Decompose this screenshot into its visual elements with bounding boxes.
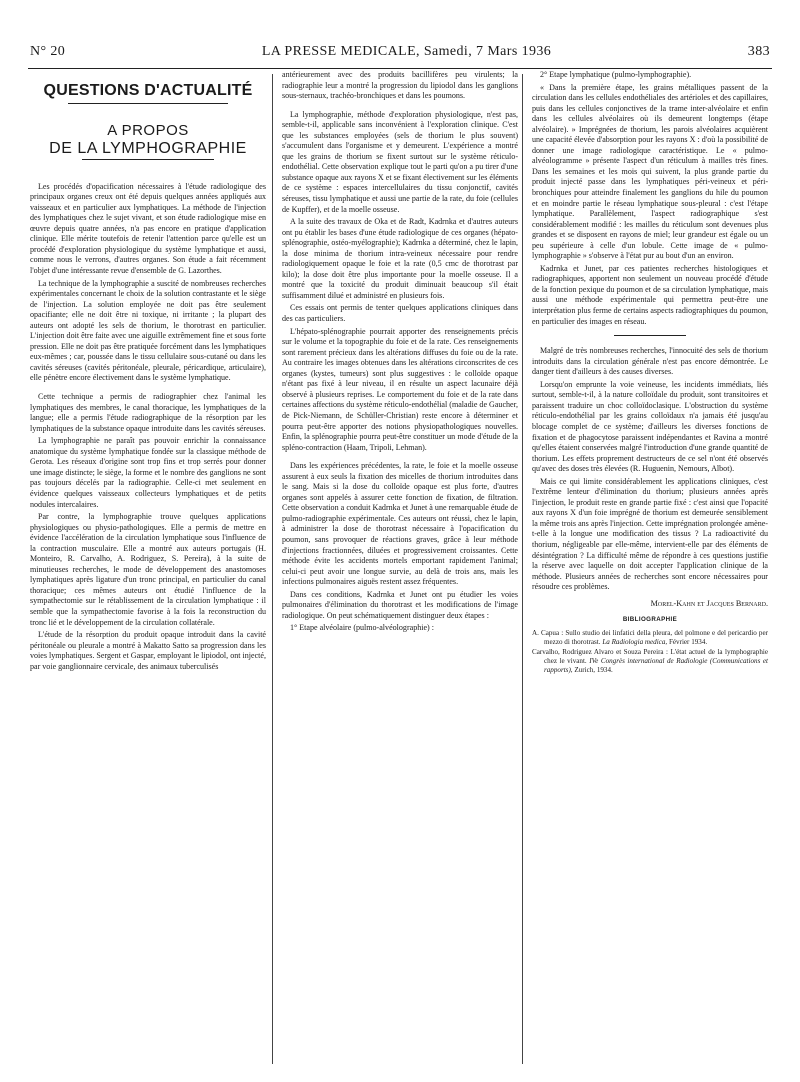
paragraph: Cette technique a permis de radiographier chez l'animal les lymphatiques des membres, le canal thoracique, les lymphatiques de la langue; elle a permis l'étude radiographique de la résorption par les lymphatiques de la substance opaque introduite dans les cavités séreuses. <box>30 392 266 433</box>
bibliography-authors: Carvalho, Rodriguez Alvaro et Souza Pereira : <box>532 648 669 657</box>
bibliography-source: IVe Congrès international de Radiologie (Communications et rapports), <box>544 656 769 674</box>
issue-number: N° 20 <box>30 44 66 59</box>
article-rule <box>82 159 214 160</box>
bibliography-text: Sullo studio dei linfatici della pleura, del polmone e del pericardio per mezzo di thorotrast. <box>544 628 768 646</box>
paragraph: La lymphographie ne paraît pas pouvoir enrichir la connaissance anatomique du système lymphatique fondée sur la classique méthode de Gerota. Les réseaux d'origine sont trop fins et trop serrés pour donner une image distincte; le siège, la forme et le nombre des ganglions ne sont pas toujours décelés par la radiographie. Celle-ci met seulement en évidence quelques vaisseaux collecteurs lymphatiques et de petits nodules intercalaires. <box>30 436 266 509</box>
section-divider <box>614 335 686 336</box>
header-rule <box>28 68 772 69</box>
paragraph: Mais ce qui limite considérablement les applications cliniques, c'est l'extrême lenteur d'élimination du thorium; plusieurs années après l'injection, le produit reste en grande partie fixé : c'est ainsi que l'opacité aux rayons X d'un foie imprégné de thorium est demeurée sensiblement la même trois ans après l'injection. Cette imprégnation prolongée amène-t-elle à la longue une modification des tissus ? La radioactivité du thorium, négligeable par elle-même, intervient-elle par des éléments de désintégration ? La difficulté même de répondre à ces questions justifie la réserve avec laquelle on doit accepter l'application clinique de la méthode. Plusieurs années de recherches sont encore nécessaires pour résoudre ces problèmes. <box>532 476 768 592</box>
paragraph: « Dans la première étape, les grains métalliques passent de la circulation dans les cellules endothéliales des artérioles et des capillaires, puis dans les cellules conjonctives de la trame inter-alvéolaire et enfin dans les cellules alvéolaires où ils demeurent longtemps (étape alvéolaire). » Imprégnées de thorium, les parois alvéolaires acquièrent une capacité élevée d'absorption pour les rayons X : d'où la possibilité de donner une image radiologique caractéristique. Le « pulmo-alvéologramme » présente l'aspect d'un réticulum à mailles très fines. Dans les semaines et les mois qui suivent, la plus grande partie du produit injecté passe dans les lymphatiques péri-veineux et péri-bronchiques pour atteindre finalement les ganglions du hile du poumon et en moindre partie le réseau lymphatique sous-pleural : c'est l'étape lymphatique. Parallèlement, l'aspect radiographique s'est considérablement modifié : les mailles du réticulum sont devenues plus grandes et se disposent en rayons de miel; leur grandeur est égale ou un peu supérieure à celle d'un lobule. Cette image de « pulmo-lymphographie » s'observe à l'état pur au bout d'un an environ. <box>532 82 768 261</box>
paragraph: Malgré de très nombreuses recherches, l'innocuité des sels de thorium introduits dans la circulation générale n'est pas encore démontrée. Le danger tient d'ailleurs à des causes diverses. <box>532 346 768 377</box>
column-separator <box>272 74 273 1064</box>
paragraph: A la suite des travaux de Oka et de Radt, Kadrnka et d'autres auteurs ont pu établir les bases d'une étude radiologique de ces organes (hépato-splénographie, ostéo-myélographie); Kadrnka a déterminé, chez le lapin, la dose minima de thorium intra-veineux nécessaire pour rendre radiologiquement opaque le foie et la rate (0,5 cmc de thorotrast par kilo); la dose doit être plus importante pour la moelle osseuse. Il a montré que la toxicité du produit diminuait beaucoup s'il était suffisamment dilué et administré en plusieurs fois. <box>282 217 518 300</box>
author-signature: Morel-Kahn et Jacques Bernard. <box>650 598 768 608</box>
paragraph: 2° Etape lymphatique (pulmo-lymphographie). <box>540 70 692 79</box>
column-separator <box>522 74 523 1064</box>
paragraph: Kadrnka et Junet, par ces patientes recherches histologiques et radiographiques, apportent non seulement un nouveau procédé d'étude de la fonction pexique du poumon et de sa circulation lymphatique, mais aussi une méthode expérimentale qui permettra peut-être une interprétation plus ferme de certains aspects radiographiques du poumon, en particulier des images en réseau. <box>532 263 768 326</box>
section-title: QUESTIONS D'ACTUALITÉ <box>43 82 253 99</box>
bibliography-authors: A. Capua : <box>532 628 564 637</box>
paragraph: L'étude de la résorption du produit opaque introduit dans la cavité péritonéale ou pleurale a montré à Makatto Satto sa progression dans les voies lymphatiques. Sergent et Gaspar, employant le lipiodol, ont injecté, par voie ganglionnaire cervicale, des animaux tuberculisés <box>30 630 266 671</box>
article-title: DE LA LYMPHOGRAPHIE <box>49 140 247 158</box>
bibliography-entry <box>532 629 768 646</box>
running-head <box>30 44 770 68</box>
paragraph: La technique de la lymphographie a suscité de nombreuses recherches expérimentales concernant le choix de la solution contrastante et le siège de l'injection. La solution employée ne doit pas être seulement opacifiante; elle ne doit être ni toxique, ni irritante ; la plupart des auteurs ont adopté les sels de thorium, le thorotrast en particulier. L'injection doit être faite avec une aiguille extrêmement fine et sous forte pression. Elle ne doit pas être pratiquée forcément dans les lymphatiques eux-mêmes ; car, poussée dans le tissu cellulaire sous-cutané ou dans les cavités séreuses (cavités péritonéale, pleurale, péricardique, articulaire), elle pénètre encore électivement dans le système lymphatique. <box>30 278 266 383</box>
paragraph: L'hépato-splénographie pourrait apporter des renseignements précis sur le volume et la topographie du foie et de la rate. Ces renseignements sont rarement précieux dans les altérations diffuses du foie ou de la rate. Au contraire les images obtenues dans les altérations circonscrites de ces organes (kystes, tumeurs) sont plus suggestives : le colloïde opaque n'étant pas fixé à leur niveau, il en résulte un aspect lacunaire déjà observé à plusieurs reprises. Le comportement du foie et de la rate dans certaines affections du système réticulo-endothélial (maladie de Gaucher, de Pick-Niemann, de Schüller-Christian) reste encore à déterminer et pourra peut-être apporter des notions physiopathologiques nouvelles. Enfin, la splénographie pourra peut-être constituer un mode d'étude de la spléno-contraction (Haam, Tripoli, Lehman). <box>282 326 518 452</box>
paragraph: antérieurement avec des produits bacillifères peu virulents; la radiographie leur a montré la progression du lipiodol dans les ganglions sous-sternaux, trachéo-bronchiques et dans les poumons. <box>282 70 518 101</box>
paragraph: Dans ces conditions, Kadrnka et Junet ont pu étudier les voies pulmonaires d'élimination du thorotrast et les modifications de l'image radiologique. On peut schématiquement distinguer deux étapes : <box>282 589 518 620</box>
page-number: 383 <box>747 44 770 59</box>
publication-title: LA PRESSE MEDICALE, Samedi, 7 Mars 1936 <box>261 44 552 59</box>
bibliography-heading: BIBLIOGRAPHIE <box>622 616 678 624</box>
paragraph: Les procédés d'opacification nécessaires à l'étude radiologique des principaux organes creux ont été depuis quelques années appliqués aux vaisseaux et en particulier aux lymphatiques. La méthode de l'injection des lymphatiques chez le sujet vivant, et son étude radiologique mise en œuvre depuis quatre années, n'a pas encore en pratique d'application clinique. Elle mérite toutefois de retenir l'attention parce qu'elle est un procédé d'exploration physiologique du système lymphatique et aussi, comme nous le verrons, d'autres organes. Son étude a fait récemment l'objet d'une intéressante revue d'ensemble de G. Lazorthes. <box>30 181 266 276</box>
bibliography-source: La Radiologia medica, <box>602 637 668 646</box>
paragraph: La lymphographie, méthode d'exploration physiologique, n'est pas, semble-t-il, applicable sans inconvénient à l'exploration clinique. C'est que les substances employées (sels de thorium le plus souvent) s'accumulent dans l'organisme et y demeurent. L'expérience a montré que les grains de thorium se fixent surtout sur le système réticulo-endothélial. Cette observation explique tout le parti qu'on a pu tirer d'une substance opaque aux rayons X et se fixant électivement sur les éléments de ce système : espaces intercellulaires du tissu conjonctif, cavités séreuses, tissu lymphatique et aussi une partie de la rate, du foie (cellules de Kupffer), et de la moelle osseuse. <box>282 109 518 214</box>
section-rule <box>68 103 228 104</box>
paragraph: Ces essais ont permis de tenter quelques applications cliniques dans des cas particuliers. <box>282 303 518 324</box>
bibliography-date: Février 1934. <box>668 637 708 646</box>
column-2 <box>282 70 518 636</box>
article-kicker: A PROPOS <box>107 121 189 139</box>
bibliography-entry <box>532 648 768 674</box>
paragraph: Par contre, la lymphographie trouve quelques applications physiologiques ou physio-pathologiques. Elle a permis de mettre en évidence l'accélération de la circulation lymphatique sous l'influence de la contraction musculaire. Elle a montré aux auteurs portugais (H. Monteiro, R. Carvalho, A. Rodriguez, S. Pereira), à la suite de minutieuses recherches, le mode de développement des anastomoses lymphatiques après ligature d'un tronc principal, en particulier du canal thoracique; ces mêmes auteurs ont étudié l'influence de la sympathectomie sur le rétablissement de la circulation lymphatique : il semble que la sympathectomie favorise à la fois la reconstruction du tronc lié et le développement de la circulation collatérale. <box>30 512 266 627</box>
paragraph: Lorsqu'on emprunte la voie veineuse, les incidents immédiats, liés surtout, semble-t-il, à la nature colloïdale du produit, sont transitoires et paraissent traduire un choc colloïdoclasique. L'obstruction du système réticulo-endothélial par les grains colloïdaux n'a jamais été jusqu'au blocage complet de ce système; d'ailleurs les diverses fonctions de fixation et de phagocytose paraissent indépendantes et Ravina a montré qu'elles étaient conservées malgré l'introduction d'une grande quantité de thorium. Les effets proprement destructeurs de ce sel n'ont été observés qu'avec des doses très élevées (R. Huguenin, Nemours, Albot). <box>532 379 768 474</box>
bibliography-date: Zurich, 1934. <box>574 665 613 674</box>
column-1 <box>30 72 266 674</box>
paragraph: Dans les expériences précédentes, la rate, le foie et la moelle osseuse assurent à eux seuls la fixation des micelles de thorium introduites dans le sang. Mais si la dose du colloïde opaque est plus forte, d'autres organes sont appelés à assurer cette fonction de fixation, de filtration. Cette observation a conduit Kadrnka et Junet à une remarquable étude de pulmo-radiographie expérimentale. Ces auteurs ont réussi, chez le lapin, à administrer la dose de thorotrast nécessaire à l'opacification du poumon, sans provoquer de réactions graves, grâce à leur méthode d'injections fractionnées, diluées et progressivement croissantes. Cette méthode évite les accidents mortels emportant rapidement l'animal; celui-ci peut avoir une longue survie, au delà de trois ans, mais les infections pulmonaires aiguës restent assez fréquentes. <box>282 461 518 587</box>
column-3 <box>532 70 768 676</box>
paragraph: 1° Etape alvéolaire (pulmo-alvéolographie) : <box>290 623 434 633</box>
bibliography-text: L'état actuel de la lymphographie chez le vivant. <box>544 648 768 665</box>
